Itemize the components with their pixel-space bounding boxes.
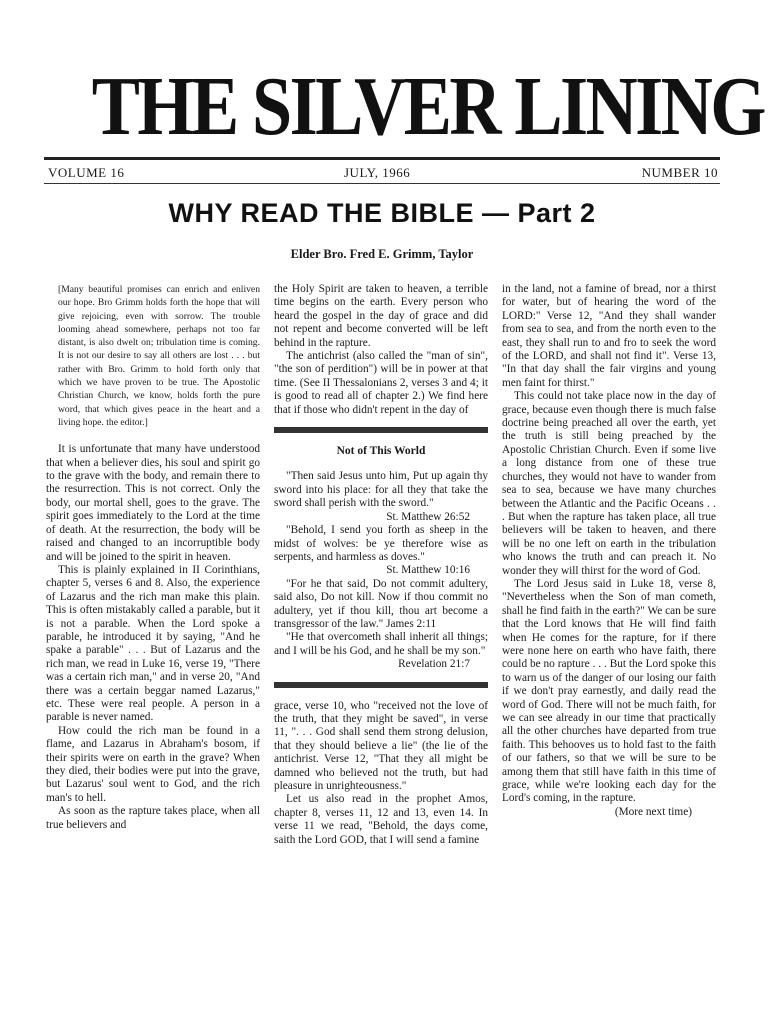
- column-2: [274, 283, 488, 983]
- section-divider: [274, 427, 488, 433]
- article-byline: Elder Bro. Fred E. Grimm, Taylor: [290, 247, 474, 261]
- paragraph: grace, verse 10, who "received not the love of the truth, that they might be saved", in verse 11, ". . . God shall send them strong delusion, that they should believe a lie" (the lie of the antichrist. Verse 12, "That they all might be damned who believed not the truth, but had pleasure in unrighteousness.": [274, 699, 488, 792]
- scripture-quote: "He that overcometh shall inherit all things; and I will be his God, and he shall be my son.": [274, 631, 488, 657]
- issue-date: JULY, 1966: [344, 165, 411, 180]
- editor-intro: [Many beautiful promises can enrich and enliven our hope. Bro Grimm holds forth the hope that will give rejoicing, even with sorrow. The trouble looming ahead somewhere, perhaps not too far distant, is also dwelt on; tribulation time is coming. It is not our desire to say all others are lost . . . but rather with Bro. Grimm to hold forth only that which we have proven to be true. The Apostolic Christian Church, we know, holds forth the pure word, that which gives peace in the heart and a living hope. the editor.]: [58, 284, 260, 428]
- scripture-citation: Revelation 21:7: [398, 658, 470, 671]
- paragraph: How could the rich man be found in a flame, and Lazarus in Abraham's bosom, if their spirits were on earth in the grave? When they died, their bodies were put into the grave, but Lazarus' soul went to God, and the rich man's to hell.: [46, 724, 260, 804]
- continued-note: (More next time): [614, 805, 692, 818]
- dateline-rule: [44, 183, 720, 184]
- column-1: [46, 283, 260, 983]
- scripture-quote: "For he that said, Do not commit adultery, said also, Do not kill. Now if thou commit no adultery, yet if thou kill, thou art become a transgressor of the law." James 2:11: [274, 577, 488, 630]
- volume-label: VOLUME 16: [48, 165, 125, 180]
- masthead-rule: [44, 157, 720, 160]
- paragraph: This is plainly explained in II Corinthians, chapter 5, verses 6 and 8. Also, the experience of Lazarus and the rich man make this plain. This is often mistakably called a parable, but it is not a parable. When the Lord spoke a parable, he introduced it by saying, "And he spake a parable" . . . But of Lazarus and the rich man, we read in Luke 16, verse 19, "There was a certain rich man," and in verse 20, "And there was a certain beggar named Lazarus," etc. These were real people. A person in a parable is never named.: [46, 563, 260, 724]
- paragraph: in the land, not a famine of bread, nor a thirst for water, but of hearing the word of the LORD:" Verse 12, "And they shall wander from sea to sea, and from the north even to the east, they shall run to and fro to seek the word of the LORD, and shall not find it". Verse 13, "In that day shall the fair virgins and young men faint for thirst.": [502, 283, 716, 389]
- sidebar-subhead: Not of This World: [336, 445, 426, 458]
- paragraph: The antichrist (also called the "man of sin", "the son of perdition") will be in power at that time. (See II Thessalonians 2, verses 3 and 4; it is good to read all of chapter 2.) We find here that if those who didn't repent in the day of: [274, 350, 488, 416]
- paragraph: The Lord Jesus said in Luke 18, verse 8, "Nevertheless when the Son of man cometh, shall he find faith in the earth?" We can be sure that the Lord knows that He will find faith when He comes for the rapture, for if there were none here on earth who have faith, there could be no rapture . . . But the Lord spoke this to warn us of the danger of our losing our faith if we don't pray earnestly, and daily read the word of God. There will not be much faith, for we can see already in our time that practically all the other churches have departed from true faith. This behooves us to hold fast to the faith of our fathers, so that we will be sure to be among them that still have faith in this time of grace, while we're looking each day for the Lord's coming, in the rapture.: [502, 577, 716, 805]
- paragraph: the Holy Spirit are taken to heaven, a terrible time begins on the earth. Every person who heard the gospel in the day of grace and did not repent and become converted will be left behind in the rapture.: [274, 283, 488, 349]
- paragraph: Let us also read in the prophet Amos, chapter 8, verses 11, 12 and 13, even 14. In verse 11 we read, "Behold, the days come, saith the Lord GOD, that I will send a famine: [274, 793, 488, 846]
- scripture-citation: St. Matthew 26:52: [386, 510, 470, 523]
- paragraph: This could not take place now in the day of grace, because even though there is much false doctrine being preached all over the earth, yet the truth is still being preached by the Apostolic Christian Church. Even if some live a long distance from one of these true churches, they would not have to wander from sea to sea, because we have many churches between the Atlantic and the Pacific Oceans . . . But when the rapture has taken place, all true believers will be taken to heaven, and there will be no one left on earth in the tribulation who knows the truth and can preach it. No wonder they will thirst for the word of God.: [502, 390, 716, 577]
- section-divider: [274, 682, 488, 688]
- issue-number: NUMBER 10: [641, 165, 718, 180]
- scripture-citation: St. Matthew 10:16: [386, 564, 470, 577]
- dateline: [48, 165, 718, 183]
- scripture-quote: "Then said Jesus unto him, Put up again thy sword into his place: for all they that take the sword shall perish with the sword.": [274, 470, 488, 510]
- column-3: [502, 283, 716, 983]
- article-headline: WHY READ THE BIBLE — Part 2: [168, 198, 596, 228]
- paragraph: As soon as the rapture takes place, when all true believers and: [46, 805, 260, 831]
- masthead-title: THE SILVER LINING: [91, 60, 764, 153]
- paragraph: It is unfortunate that many have understood that when a believer dies, his soul and spirit go to the grave with the body, and remain there to the resurrection. This is not correct. Only the body, our mortal shell, goes to the grave. The spirit goes immediately to the Lord at the time of death. At the resurrection, the body will be raised and changed to an incorruptible body and will be joined to the spirit in heaven.: [46, 443, 260, 563]
- scripture-quote: "Behold, I send you forth as sheep in the midst of wolves: be ye therefore wise as serpents, and harmless as doves.": [274, 524, 488, 563]
